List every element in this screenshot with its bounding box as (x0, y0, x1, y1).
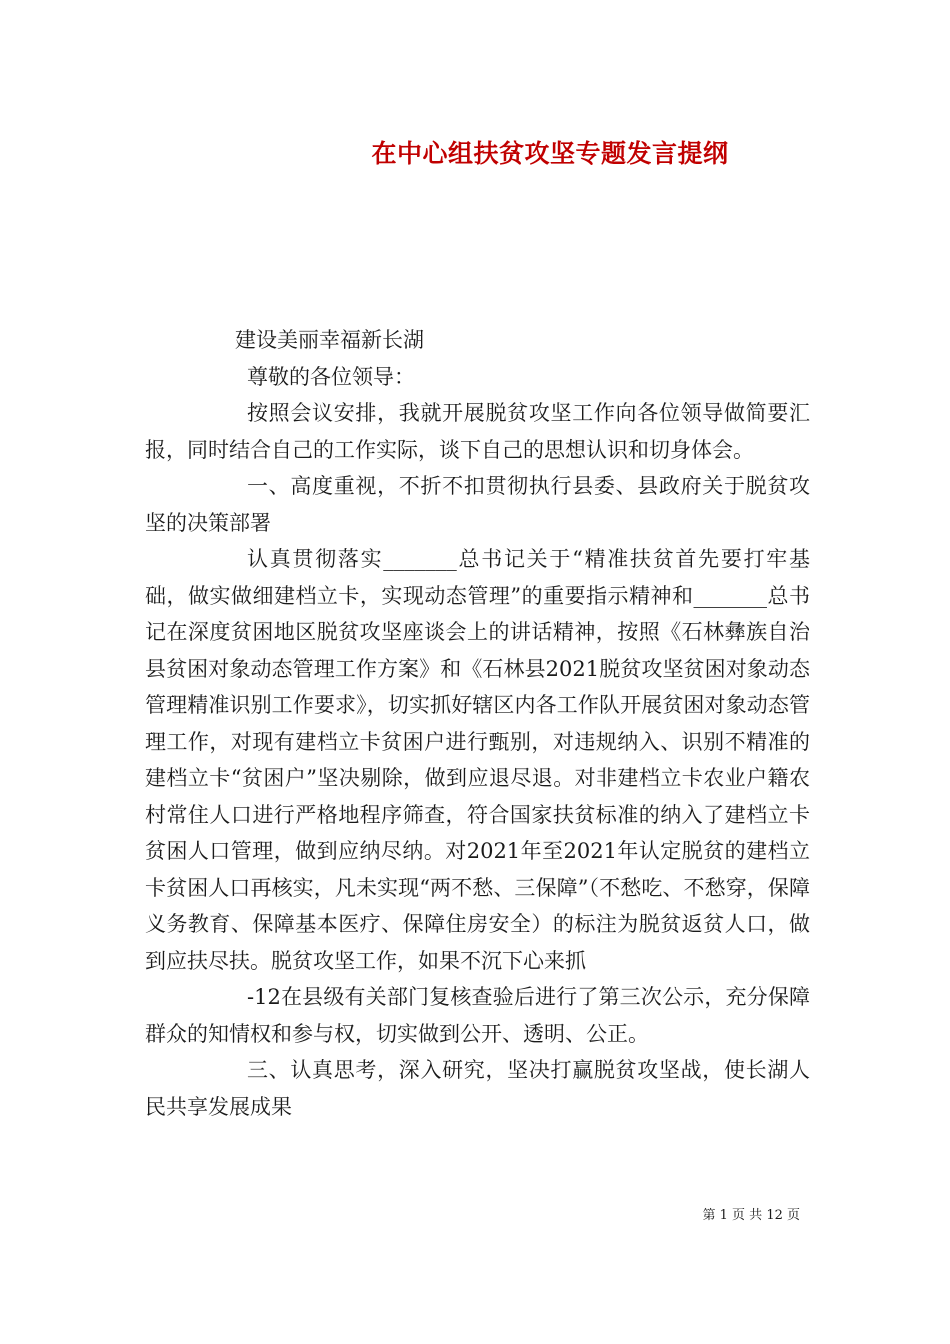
greeting: 尊敬的各位领导： (247, 364, 415, 389)
section-heading-1: 一、高度重视，不折不扣贯彻执行县委、县政府关于脱贫攻坚的决策部署 (145, 474, 810, 535)
section-heading-3: 三、认真思考，深入研究，坚决打赢脱贫攻坚战，使长湖人民共享发展成果 (145, 1058, 810, 1119)
paragraph-body: 认真贯彻落实_______总书记关于“精准扶贫首先要打牢基础，做实做细建档立卡，实现动态管理”的重要指示精神和_______总书记在深度贫困地区脱贫攻坚座谈会上的讲话精神，按照《石林彝族自治县贫困对象动态管理工作方案》和《石林县2021脱贫攻坚贫困对象动态管理精准识别工作要求》，切实抓好辖区内各工作队开展贫困对象动态管理工作，对现有建档立卡贫困户进行甄别，对违规纳入、识别不精准的建档立卡“贫困户”坚决剔除，做到应退尽退。对非建档立卡农业户籍农村常住人口进行严格地程序筛查，符合国家扶贫标准的纳入了建档立卡贫困人口管理，做到应纳尽纳。对2021年至2021年认定脱贫的建档立卡贫困人口再核实，凡未实现“两不愁、三保障”（不愁吃、不愁穿，保障义务教育、保障基本医疗、保障住房安全）的标注为脱贫返贫人口，做到应扶尽扶。脱贫攻坚工作，如果不沉下心来抓 (145, 547, 810, 973)
page-number: 第 1 页 共 12 页 (702, 1208, 800, 1223)
paragraph-intro: 按照会议安排，我就开展脱贫攻坚工作向各位领导做简要汇报，同时结合自己的工作实际，谈下自己的思想认识和切身体会。 (145, 401, 810, 462)
document-subtitle: 建设美丽幸福新长湖 (235, 328, 424, 352)
document-body (145, 322, 810, 1125)
paragraph-publicity: -12在县级有关部门复核查验后进行了第三次公示，充分保障群众的知情权和参与权，切实做到公开、透明、公正。 (145, 985, 810, 1046)
document-title: 在中心组扶贫攻坚专题发言提纲 (371, 139, 729, 168)
